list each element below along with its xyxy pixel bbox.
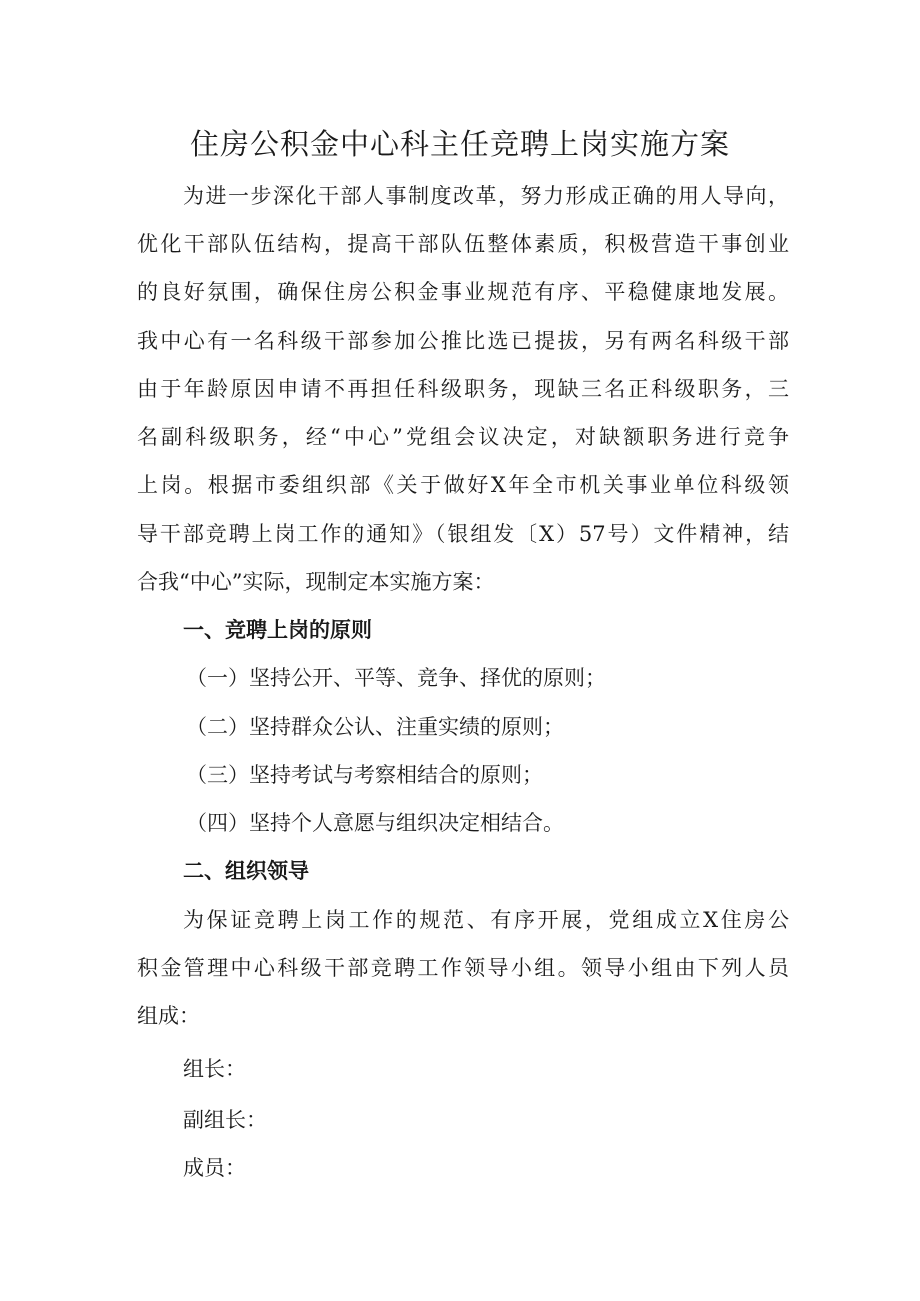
member-deputy-label: 副组长： [183,1108,267,1132]
intro-line-6: 名副科级职务，经“中心”党组会议决定，对缺额职务进行竞争 [137,425,789,449]
member-leader-label: 组长： [183,1057,246,1081]
leadership-line-1: 为保证竞聘上岗工作的规范、有序开展，党组成立X住房公 [183,908,789,932]
member-list-label: 成员： [183,1156,246,1180]
intro-line-3: 的良好氛围，确保住房公积金事业规范有序、平稳健康地发展。 [137,280,789,304]
intro-line-1: 为进一步深化干部人事制度改革，努力形成正确的用人导向， [183,184,789,208]
principle-item-1: （一）坚持公开、平等、竞争、择优的原则； [186,666,606,690]
intro-line-2: 优化干部队伍结构，提高干部队伍整体素质，积极营造干事创业 [137,232,789,256]
intro-line-4: 我中心有一名科级干部参加公推比选已提拔，另有两名科级干部 [137,329,789,353]
intro-line-7: 上岗。根据市委组织部《关于做好X年全市机关事业单位科级领 [137,473,789,497]
leadership-line-2: 积金管理中心科级干部竞聘工作领导小组。领导小组由下列人员 [137,956,789,980]
intro-line-5: 由于年龄原因申请不再担任科级职务，现缺三名正科级职务，三 [137,377,789,401]
intro-line-8: 导干部竞聘上岗工作的通知》（银组发〔X）57号）文件精神，结 [137,522,789,546]
document-title: 住房公积金中心科主任竞聘上岗实施方案 [189,127,730,161]
section-heading-principles: 一、竞聘上岗的原则 [183,618,372,642]
section-heading-leadership: 二、组织领导 [183,859,309,883]
intro-line-9: 合我“中心”实际，现制定本实施方案： [137,570,495,594]
principle-item-3: （三）坚持考试与考察相结合的原则； [186,763,543,787]
principle-item-2: （二）坚持群众公认、注重实绩的原则； [186,715,564,739]
principle-item-4: （四）坚持个人意愿与组织决定相结合。 [186,811,564,835]
leadership-line-3: 组成： [137,1004,200,1028]
